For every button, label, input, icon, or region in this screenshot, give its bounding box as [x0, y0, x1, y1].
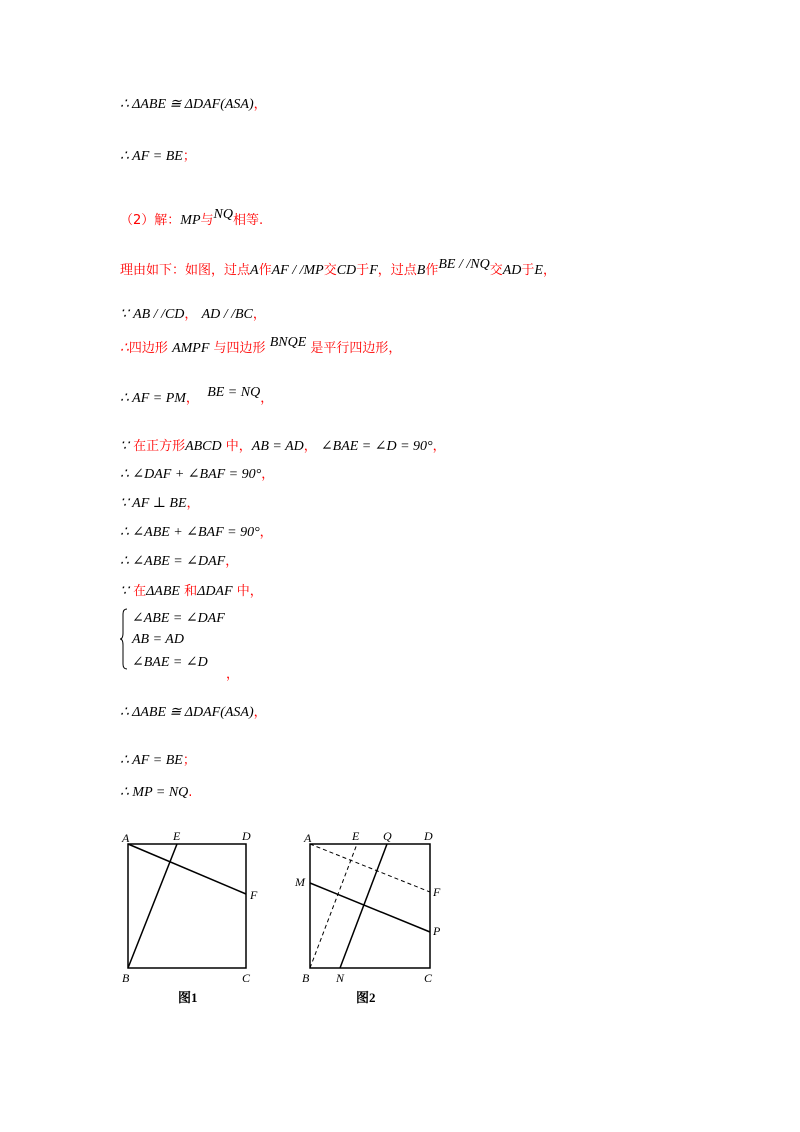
punct: ， — [186, 496, 200, 511]
text: 交 — [323, 263, 337, 278]
reason-line — [120, 257, 556, 280]
square-abcd — [310, 844, 430, 968]
proof-line-13 — [120, 583, 263, 601]
math: ∴ AF = BE — [120, 149, 183, 164]
proof-line-12 — [120, 553, 238, 571]
label-c: C — [424, 971, 433, 985]
figure-1-caption: 图1 — [178, 990, 198, 1005]
math: F — [369, 263, 378, 278]
segment-af-dashed — [310, 844, 430, 892]
text: 四边形 — [128, 341, 168, 356]
punct: ； — [182, 149, 196, 164]
math: NQ — [213, 207, 233, 222]
punct: . — [188, 785, 193, 800]
text: 于 — [521, 263, 535, 278]
math: AD — [502, 263, 522, 278]
text: 在正方形 — [133, 439, 186, 454]
label-a: A — [122, 831, 130, 845]
math: AD / /BC — [201, 307, 253, 322]
square-abcd — [128, 844, 246, 968]
segment-nq — [340, 844, 387, 968]
label-m: M — [295, 875, 305, 889]
label-c: C — [242, 971, 251, 985]
punct: ， — [261, 467, 275, 482]
text: 交 — [489, 263, 503, 278]
math: ∴ ∠ABE = ∠DAF — [120, 554, 226, 569]
part-label: （2）解： — [120, 213, 181, 228]
segment-be — [128, 844, 177, 968]
punct: ， — [252, 307, 266, 322]
math: E — [534, 263, 543, 278]
math: ∴ AF = PM — [120, 391, 186, 406]
math: ∠BAE = ∠D = 90° — [320, 439, 433, 454]
proof-line-10 — [120, 495, 200, 513]
math: ∴ MP = NQ — [120, 785, 189, 800]
punct: ， — [432, 439, 446, 454]
proof-line-7 — [120, 385, 274, 408]
math: A — [250, 263, 259, 278]
punct: ， — [184, 307, 198, 322]
text: 理由如下：如图，过点 — [120, 263, 251, 278]
label-f: F — [250, 888, 258, 902]
equation-row-1: ∠ABE = ∠DAF — [132, 611, 225, 626]
punct: ， — [253, 705, 267, 720]
math: B — [416, 263, 426, 278]
math: CD — [336, 263, 357, 278]
math: ∴ ΔABE ≅ ΔDAF(ASA) — [120, 705, 254, 720]
punct: ， — [225, 554, 239, 569]
proof-line-11 — [120, 524, 273, 542]
math: ∴ ΔABE ≅ ΔDAF(ASA) — [120, 97, 254, 112]
label-d: D — [424, 829, 433, 843]
equation-row-3: ∠BAE = ∠D — [132, 655, 208, 670]
text: 和 — [184, 584, 198, 599]
text: ，过点 — [377, 263, 417, 278]
text: 作 — [258, 263, 272, 278]
proof-line-8 — [120, 438, 446, 456]
proof-line-6 — [120, 335, 402, 358]
math: AB = AD — [251, 439, 304, 454]
system-punct: ， — [226, 667, 240, 682]
equation-row-2: AB = AD — [132, 632, 184, 647]
segment-be-dashed — [310, 844, 357, 968]
label-d: D — [242, 829, 251, 843]
label-e: E — [352, 829, 360, 843]
text: 中， — [236, 584, 263, 599]
punct: ， — [303, 439, 317, 454]
label-n: N — [336, 971, 345, 985]
proof-line-1 — [120, 96, 267, 114]
math: ∴ ∠DAF + ∠BAF = 90° — [120, 467, 262, 482]
math: ∴ AF = BE — [120, 753, 183, 768]
label-b: B — [122, 971, 130, 985]
proof-line-2 — [120, 148, 196, 166]
label-q: Q — [383, 829, 392, 843]
math: AF / /MP — [271, 263, 324, 278]
text: 作 — [425, 263, 439, 278]
math: ΔABE — [146, 584, 180, 599]
math: ∴ ∠ABE + ∠BAF = 90° — [120, 525, 260, 540]
text: 是平行四边形， — [310, 341, 402, 356]
math: ΔDAF — [197, 584, 233, 599]
part2-heading — [120, 207, 264, 230]
punct: ， — [185, 391, 199, 406]
label-e: E — [173, 829, 181, 843]
math: ABCD — [185, 439, 222, 454]
segment-af — [128, 844, 246, 894]
proof-line-5 — [120, 306, 266, 324]
math: BNQE — [269, 335, 307, 350]
text: 中， — [225, 439, 252, 454]
text: 在 — [133, 584, 147, 599]
math: AB / /CD — [133, 307, 185, 322]
text: 相等. — [232, 213, 264, 228]
label-b: B — [302, 971, 310, 985]
punct: ， — [253, 97, 267, 112]
math: ∵ — [120, 584, 129, 599]
text: ， — [542, 263, 556, 278]
math: ∵ — [120, 439, 129, 454]
math: BE = NQ — [207, 385, 261, 400]
math: BE / /NQ — [438, 257, 490, 272]
label-f: F — [433, 885, 441, 899]
punct: ； — [182, 753, 196, 768]
math: AMPF — [172, 341, 210, 356]
proof-line-14 — [120, 704, 267, 722]
proof-line-9 — [120, 466, 274, 484]
math: MP — [180, 213, 201, 228]
math: ∵ AF ⊥ BE — [120, 496, 187, 511]
text: 与四边形 — [213, 341, 266, 356]
punct: ， — [259, 525, 273, 540]
punct: ， — [260, 391, 274, 406]
text: 于 — [356, 263, 370, 278]
text: 与 — [200, 213, 214, 228]
figure-2 — [290, 822, 460, 1012]
label-a: A — [304, 831, 312, 845]
label-p: P — [433, 924, 441, 938]
proof-line-15 — [120, 752, 196, 770]
proof-line-16 — [120, 784, 192, 802]
figure-2-caption: 图2 — [356, 990, 376, 1005]
math: ∴ — [120, 341, 129, 356]
left-brace-icon — [120, 608, 128, 670]
math: ∵ — [120, 307, 129, 322]
figure-1 — [110, 822, 280, 1012]
